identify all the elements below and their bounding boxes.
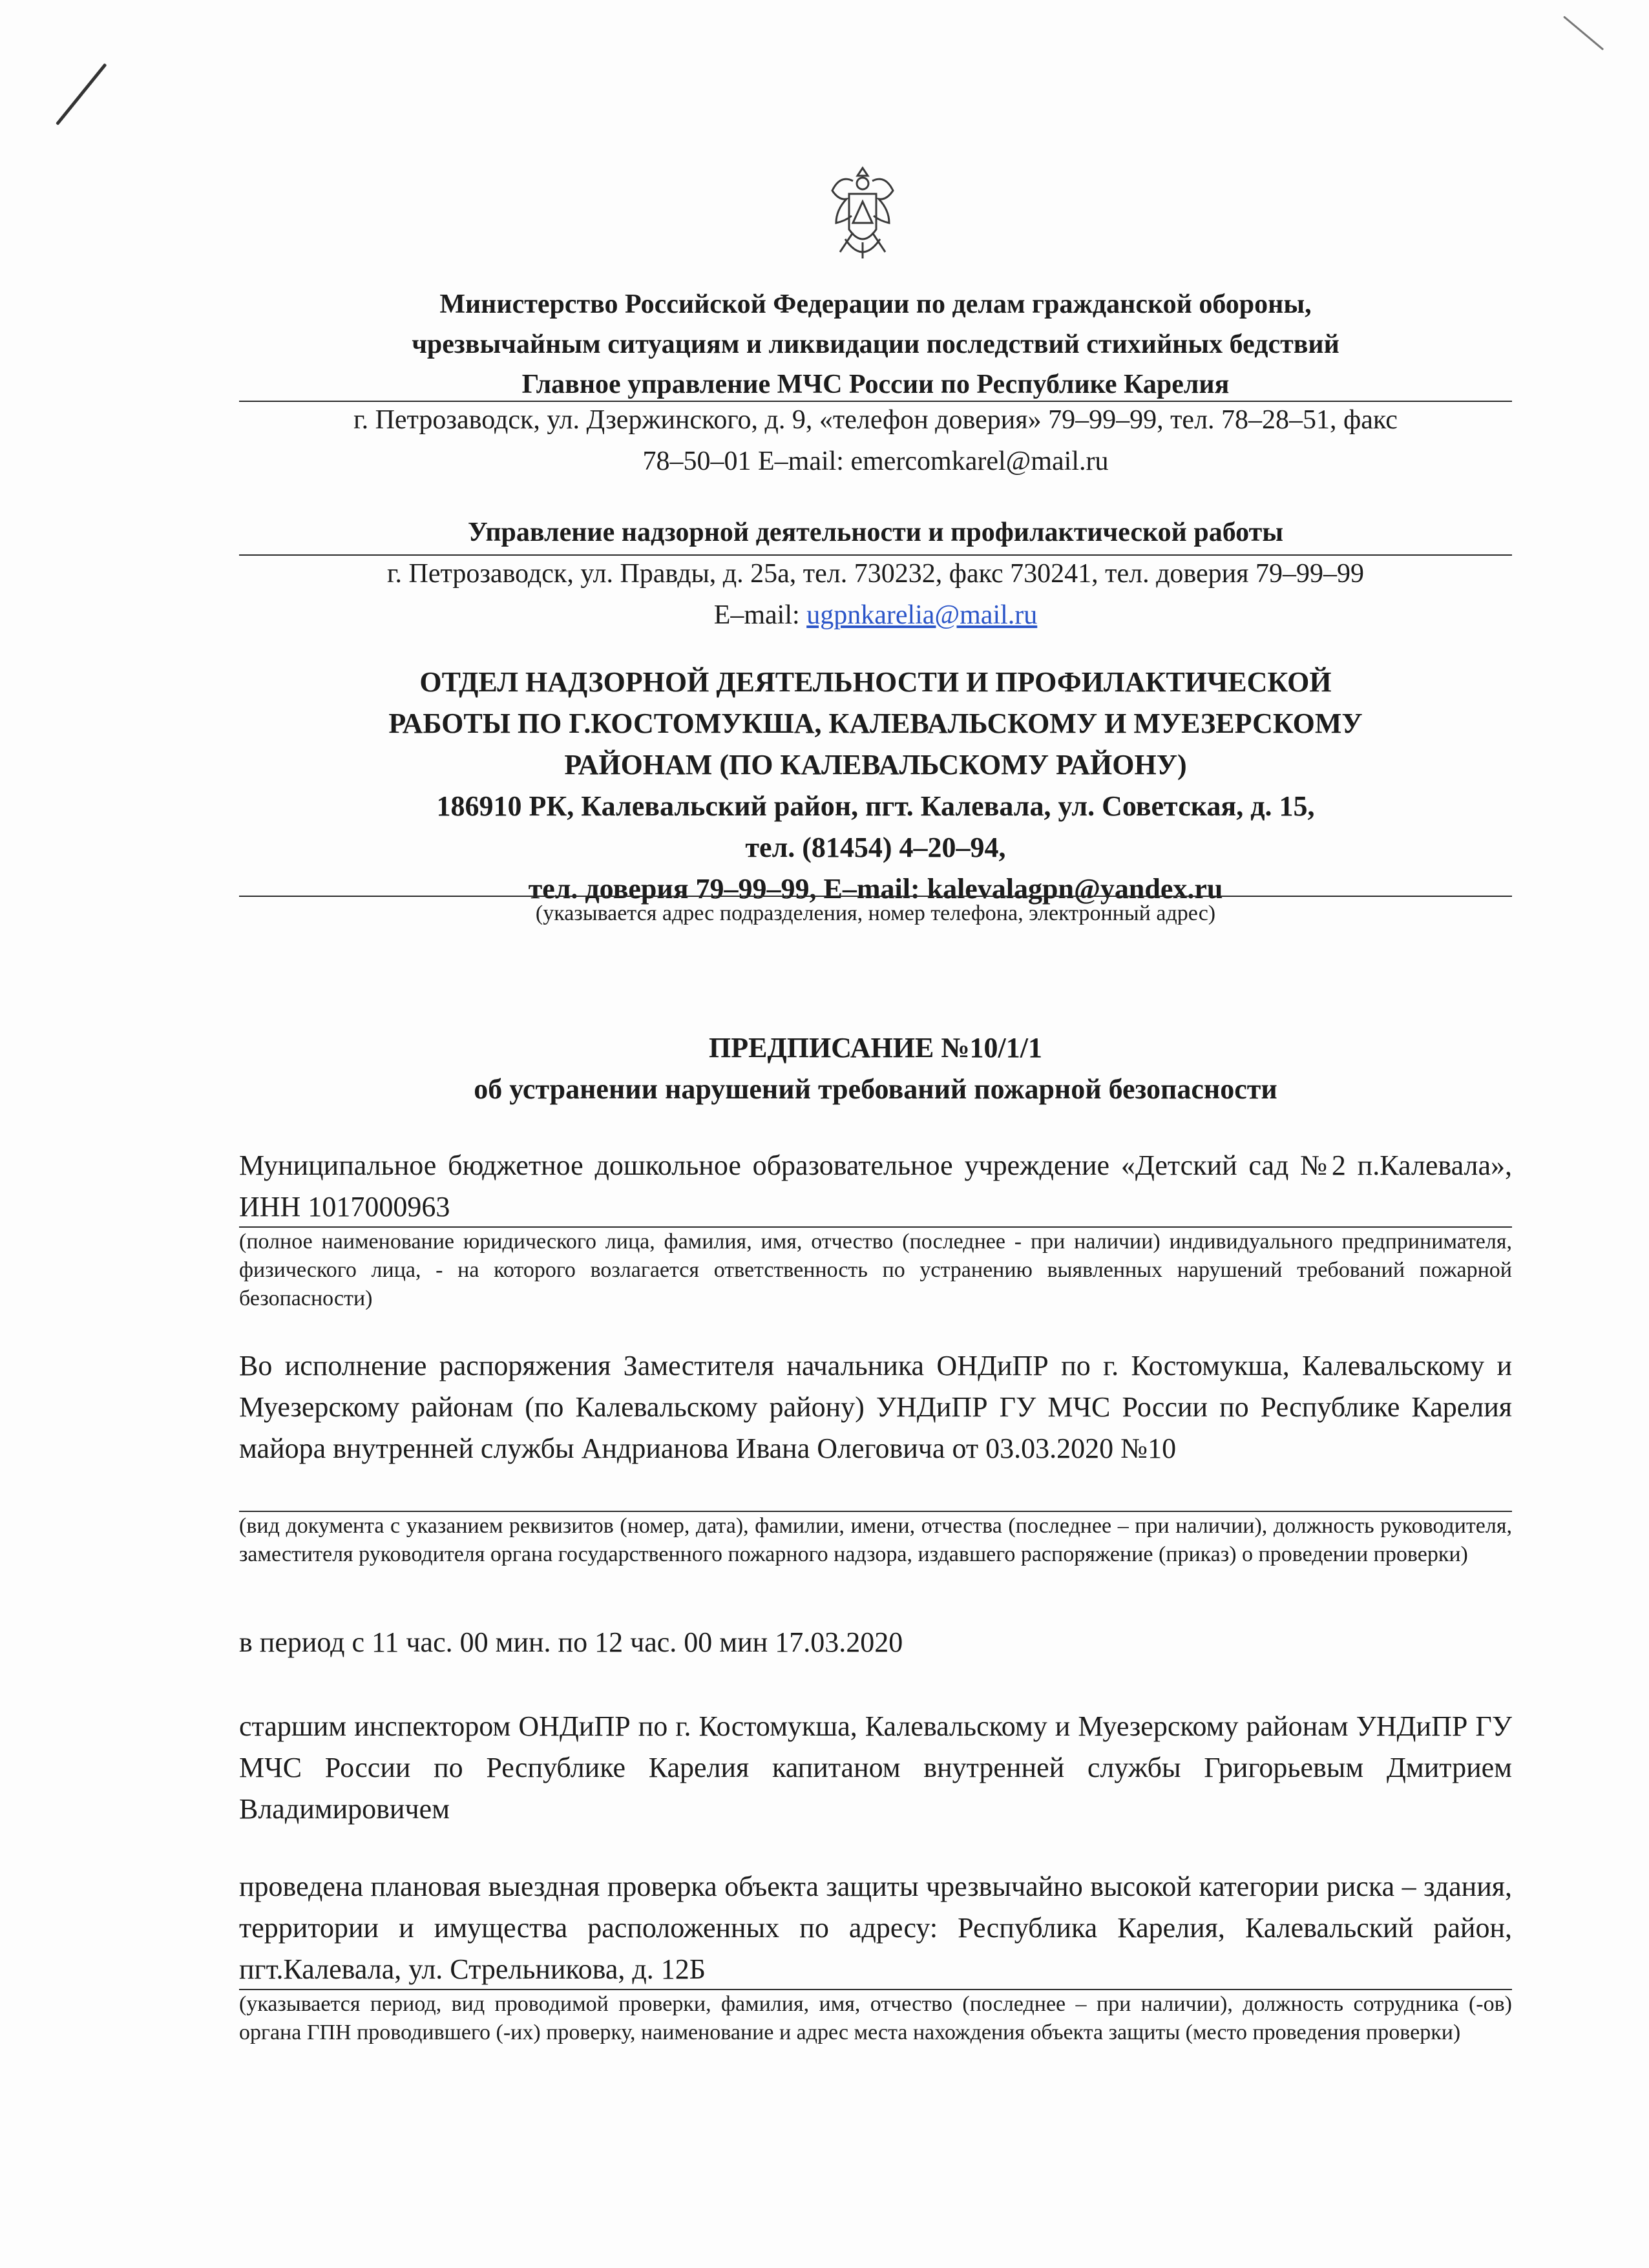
- scan-mark: [1563, 16, 1604, 50]
- department-line-2: РАБОТЫ ПО Г.КОСТОМУКША, КАЛЕВАЛЬСКОМУ И МУЕЗЕРСКОМУ: [388, 708, 1363, 739]
- order-heading: [239, 1027, 1512, 1110]
- directorate-email-link[interactable]: ugpnkarelia@mail.ru: [806, 600, 1038, 630]
- ministry-line-2: чрезвычайным ситуациям и ликвидации последствий стихийных бедствий: [412, 330, 1339, 359]
- gu-address-line-1: г. Петрозаводск, ул. Дзержинского, д. 9, «телефон доверия» 79–99–99, тел. 78–28–51, факс: [353, 405, 1398, 435]
- basis-caption: (вид документа с указанием реквизитов (номер, дата), фамилии, имени, отчества (последнее – при наличии), должность руководителя, заместителя руководителя органа государственного пожарного надзора, издавшего распоряжение (приказ) о проведении проверки): [239, 1514, 1512, 1566]
- ministry-line-1: Министерство Российской Федерации по делам гражданской обороны,: [439, 289, 1312, 319]
- department-caption: (указывается адрес подразделения, номер телефона, электронный адрес): [535, 901, 1216, 925]
- inspector-text: старшим инспектором ОНДиПР по г. Костомукша, Калевальскому и Муезерскому районам УНДиПР ГУ МЧС России по Республике Карелия капитаном внутренней службы Григорьевым Дмитрием Владимировичем: [239, 1710, 1512, 1825]
- directorate-address: г. Петрозаводск, ул. Правды, д. 25а, тел. 730232, факс 730241, тел. доверия 79–99–99: [387, 559, 1364, 589]
- department-header: [239, 662, 1512, 910]
- directorate-email-line: [239, 594, 1512, 636]
- inspection-caption: (указывается период, вид проводимой проверки, фамилия, имя, отчество (последнее – при наличии), должность сотрудника (-ов) органа ГПН проводившего (-их) проверку, наименование и адрес места нахождения объекта защиты (место проведения проверки): [239, 1992, 1512, 2044]
- email-label: E–mail:: [713, 600, 807, 630]
- gu-address: [239, 399, 1512, 482]
- emchs-emblem: [827, 162, 898, 265]
- order-title: ПРЕДПИСАНИЕ №10/1/1: [709, 1032, 1042, 1064]
- department-hotline: тел. доверия 79–99–99, E–mail: kalevalagpn@yandex.ru: [528, 873, 1223, 905]
- department-phone: тел. (81454) 4–20–94,: [745, 832, 1006, 863]
- gu-address-line-2: 78–50–01 E–mail: emercomkarel@mail.ru: [642, 446, 1109, 476]
- directorate-contacts: [239, 553, 1512, 636]
- divider: [239, 896, 1512, 897]
- directorate-name: Управление надзорной деятельности и профилактической работы: [467, 518, 1284, 547]
- inspection-period: в период с 11 час. 00 мин. по 12 час. 00 мин 17.03.2020: [239, 1626, 903, 1658]
- ministry-header: [239, 284, 1512, 404]
- scan-mark: [56, 63, 107, 125]
- department-line-3: РАЙОНАМ (ПО КАЛЕВАЛЬСКОМУ РАЙОНУ): [564, 749, 1187, 781]
- order-subtitle: об устранении нарушений требований пожарной безопасности: [474, 1073, 1277, 1105]
- ministry-line-3: Главное управление МЧС России по Республике Карелия: [521, 370, 1230, 399]
- inspection-text: проведена плановая выездная проверка объекта защиты чрезвычайно высокой категории риска – здания, территории и имущества расположенных по адресу: Республика Карелия, Калевальский район, пгт.Калевала, ул. Стрельникова, д. 12Б: [239, 1871, 1512, 1985]
- basis-text: Во исполнение распоряжения Заместителя начальника ОНДиПР по г. Костомукша, Калевальскому и Муезерскому районам (по Калевальскому району) УНДиПР ГУ МЧС России по Республике Карелия майора внутренней службы Андрианова Ивана Олеговича от 03.03.2020 №10: [239, 1350, 1512, 1464]
- department-address: 186910 РК, Калевальский район, пгт. Калевала, ул. Советская, д. 15,: [436, 790, 1315, 822]
- addressee-caption: (полное наименование юридического лица, фамилия, имя, отчество (последнее - при наличии) индивидуального предпринимателя, физического лица, - на которого возлагается ответственность по устранению выявленных нарушений требований пожарной безопасности): [239, 1230, 1512, 1310]
- department-line-1: ОТДЕЛ НАДЗОРНОЙ ДЕЯТЕЛЬНОСТИ И ПРОФИЛАКТИЧЕСКОЙ: [419, 666, 1332, 698]
- addressee-text: Муниципальное бюджетное дошкольное образовательное учреждение «Детский сад №2 п.Калевала», ИНН 1017000963: [239, 1150, 1512, 1223]
